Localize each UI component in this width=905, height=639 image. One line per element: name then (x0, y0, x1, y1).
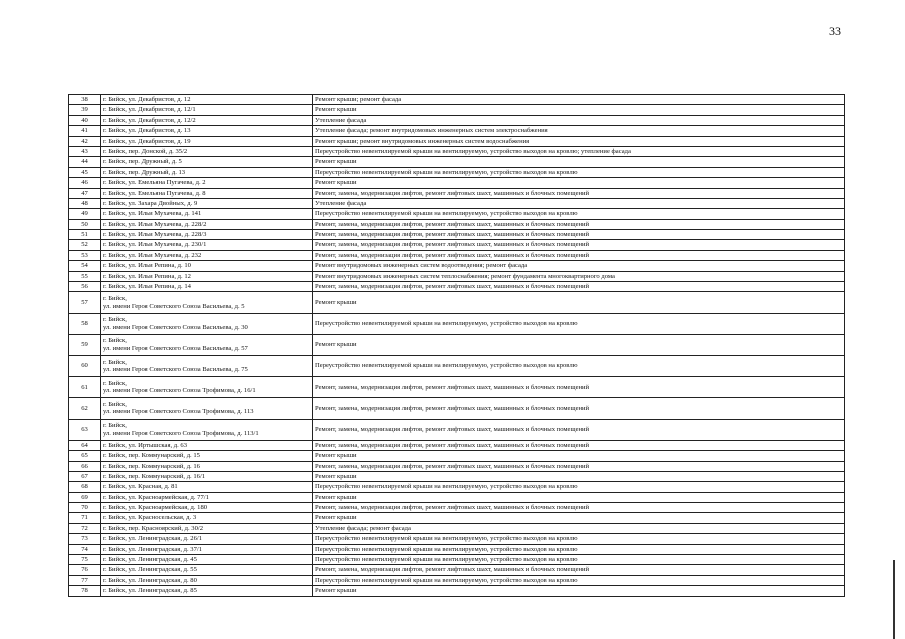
address-line: г. Бийск, ул. Ильи Мухачева, д. 141 (103, 210, 202, 218)
row-number: 39 (69, 105, 101, 115)
work-type-cell: Ремонт внутридомовых инженерных систем водоотведения; ремонт фасада (313, 261, 845, 271)
work-type-cell: Ремонт крыши (313, 492, 845, 502)
table-row (69, 471, 845, 481)
address-line: г. Бийск, ул. Ленинградская, д. 55 (103, 566, 197, 574)
address-line: г. Бийск, ул. Ильи Мухачева, д. 228/2 (103, 220, 207, 228)
row-number: 55 (69, 271, 101, 281)
address-line: г. Бийск, (103, 379, 127, 387)
address-cell (101, 95, 313, 105)
work-type-cell: Ремонт, замена, модернизация лифтов, ремонт лифтовых шахт, машинных и блочных помещений (313, 250, 845, 260)
work-type-cell: Переустройство невентилируемой крыши на вентилируемую, устройство выходов на кровлю (313, 355, 845, 376)
work-type-cell: Ремонт, замена, модернизация лифтов, ремонт лифтовых шахт, машинных и блочных помещений (313, 282, 845, 292)
work-type-cell: Ремонт, замена, модернизация лифтов, ремонт лифтовых шахт, машинных и блочных помещений (313, 565, 845, 575)
work-type-cell: Переустройство невентилируемой крыши на вентилируемую, устройство выходов на кровлю (313, 575, 845, 585)
table-row (69, 250, 845, 260)
address-line: г. Бийск, ул. Ильи Мухачева, д. 228/3 (103, 231, 207, 239)
address-cell (101, 513, 313, 523)
work-type-cell: Утепление фасада (313, 115, 845, 125)
table-row (69, 95, 845, 105)
row-number: 59 (69, 334, 101, 355)
address-line: г. Бийск, ул. Декабристов, д. 19 (103, 137, 191, 145)
address-cell (101, 105, 313, 115)
address-line: г. Бийск, ул. Красносельская, д. 3 (103, 514, 197, 522)
address-cell (101, 565, 313, 575)
works-table (68, 94, 845, 597)
address-line: г. Бийск, ул. Ленинградская, д. 45 (103, 556, 197, 564)
address-line: г. Бийск, ул. Захара Двойных, д. 9 (103, 199, 198, 207)
work-type-cell: Ремонт крыши (313, 586, 845, 596)
row-number: 49 (69, 209, 101, 219)
row-number: 48 (69, 198, 101, 208)
address-line: г. Бийск, пер. Красноярский, д. 30/2 (103, 524, 204, 532)
address-line: г. Бийск, ул. Ильи Репина, д. 14 (103, 283, 191, 291)
row-number: 74 (69, 544, 101, 554)
address-cell (101, 461, 313, 471)
row-number: 62 (69, 398, 101, 419)
table-row (69, 157, 845, 167)
row-number: 64 (69, 440, 101, 450)
table-row (69, 282, 845, 292)
address-cell (101, 334, 313, 355)
work-type-cell: Ремонт крыши (313, 105, 845, 115)
address-cell (101, 534, 313, 544)
address-cell (101, 377, 313, 398)
address-line: г. Бийск, пер. Коммунарский, д. 15 (103, 452, 200, 460)
address-cell (101, 451, 313, 461)
address-line: г. Бийск, (103, 422, 127, 430)
work-type-cell: Ремонт крыши (313, 451, 845, 461)
table-row (69, 313, 845, 334)
table-row (69, 419, 845, 440)
address-line: г. Бийск, ул. Красная, д. 81 (103, 483, 178, 491)
work-type-cell: Ремонт, замена, модернизация лифтов, ремонт лифтовых шахт, машинных и блочных помещений (313, 461, 845, 471)
row-number: 66 (69, 461, 101, 471)
address-line: г. Бийск, пер. Коммунарский, д. 16 (103, 462, 200, 470)
row-number: 60 (69, 355, 101, 376)
address-cell (101, 146, 313, 156)
address-cell (101, 167, 313, 177)
work-type-cell: Ремонт крыши (313, 178, 845, 188)
address-cell (101, 209, 313, 219)
address-cell (101, 544, 313, 554)
work-type-cell: Ремонт, замена, модернизация лифтов, ремонт лифтовых шахт, машинных и блочных помещений (313, 219, 845, 229)
address-line: г. Бийск, ул. Красноармейская, д. 180 (103, 504, 208, 512)
address-cell (101, 115, 313, 125)
work-type-cell: Переустройство невентилируемой крыши на вентилируемую, устройство выходов на кровлю (313, 534, 845, 544)
work-type-cell: Ремонт крыши (313, 157, 845, 167)
table-row (69, 219, 845, 229)
address-cell (101, 178, 313, 188)
table-row (69, 451, 845, 461)
address-line: г. Бийск, пер. Дружный, д. 13 (103, 168, 186, 176)
work-type-cell: Утепление фасада; ремонт фасада (313, 523, 845, 533)
table-row (69, 146, 845, 156)
row-number: 58 (69, 313, 101, 334)
address-cell (101, 292, 313, 313)
work-type-cell: Ремонт, замена, модернизация лифтов, ремонт лифтовых шахт, машинных и блочных помещений (313, 230, 845, 240)
address-line: г. Бийск, ул. Ильи Мухачева, д. 232 (103, 251, 202, 259)
address-cell (101, 575, 313, 585)
row-number: 75 (69, 555, 101, 565)
table-row (69, 575, 845, 585)
address-cell (101, 261, 313, 271)
address-line: ул. имени Героя Советского Союза Васильева, д. 75 (103, 366, 248, 374)
row-number: 65 (69, 451, 101, 461)
address-cell (101, 555, 313, 565)
address-line: г. Бийск, пер. Донской, д. 35/2 (103, 147, 188, 155)
address-line: г. Бийск, (103, 337, 127, 345)
table-row (69, 534, 845, 544)
page-edge-line (893, 560, 895, 639)
row-number: 76 (69, 565, 101, 575)
row-number: 38 (69, 95, 101, 105)
table-row (69, 523, 845, 533)
table-row (69, 334, 845, 355)
address-line: г. Бийск, ул. Ленинградская, д. 85 (103, 587, 197, 595)
address-cell (101, 188, 313, 198)
row-number: 61 (69, 377, 101, 398)
address-line: г. Бийск, (103, 295, 127, 303)
work-type-cell: Ремонт крыши (313, 334, 845, 355)
row-number: 69 (69, 492, 101, 502)
table-row (69, 503, 845, 513)
table-row (69, 240, 845, 250)
work-type-cell: Переустройство невентилируемой крыши на вентилируемую, устройство выходов на кровлю (313, 555, 845, 565)
row-number: 53 (69, 250, 101, 260)
work-type-cell: Ремонт, замена, модернизация лифтов, ремонт лифтовых шахт, машинных и блочных помещений (313, 503, 845, 513)
table-row (69, 115, 845, 125)
row-number: 52 (69, 240, 101, 250)
address-line: ул. имени Героя Советского Союза Васильева, д. 57 (103, 344, 248, 352)
address-line: г. Бийск, ул. Емельяна Пугачева, д. 8 (103, 189, 206, 197)
work-type-cell: Ремонт крыши; ремонт внутридомовых инженерных систем водоснабжения (313, 136, 845, 146)
address-line: г. Бийск, ул. Декабристов, д. 12/1 (103, 106, 196, 114)
address-line: ул. имени Героя Советского Союза Трофимова, д. 16/1 (103, 387, 256, 395)
address-cell (101, 157, 313, 167)
row-number: 77 (69, 575, 101, 585)
row-number: 42 (69, 136, 101, 146)
address-cell (101, 398, 313, 419)
row-number: 73 (69, 534, 101, 544)
row-number: 50 (69, 219, 101, 229)
address-line: г. Бийск, ул. Ильи Репина, д. 10 (103, 262, 191, 270)
address-cell (101, 219, 313, 229)
table-row (69, 167, 845, 177)
table-row (69, 586, 845, 596)
table-row (69, 492, 845, 502)
address-line: г. Бийск, ул. Красноармейская, д. 77/1 (103, 493, 209, 501)
table-row (69, 188, 845, 198)
address-line: г. Бийск, ул. Ленинградская, д. 37/1 (103, 545, 203, 553)
address-line: ул. имени Героя Советского Союза Васильева, д. 5 (103, 302, 245, 310)
row-number: 45 (69, 167, 101, 177)
row-number: 57 (69, 292, 101, 313)
table-row (69, 178, 845, 188)
table-row (69, 461, 845, 471)
row-number: 68 (69, 482, 101, 492)
work-type-cell: Ремонт, замена, модернизация лифтов, ремонт лифтовых шахт, машинных и блочных помещений (313, 440, 845, 450)
row-number: 41 (69, 126, 101, 136)
address-line: г. Бийск, ул. Декабристов, д. 12/2 (103, 116, 196, 124)
address-cell (101, 271, 313, 281)
work-type-cell: Переустройство невентилируемой крыши на вентилируемую, устройство выходов на кровлю; утепление фасада (313, 146, 845, 156)
row-number: 72 (69, 523, 101, 533)
work-type-cell: Переустройство невентилируемой крыши на вентилируемую, устройство выходов на кровлю (313, 167, 845, 177)
row-number: 47 (69, 188, 101, 198)
address-line: г. Бийск, ул. Декабристов, д. 13 (103, 127, 191, 135)
table-row (69, 355, 845, 376)
address-line: г. Бийск, ул. Емельяна Пугачева, д. 2 (103, 179, 206, 187)
address-cell (101, 482, 313, 492)
address-cell (101, 492, 313, 502)
table-row (69, 198, 845, 208)
address-cell (101, 523, 313, 533)
address-line: г. Бийск, (103, 316, 127, 324)
address-line: ул. имени Героя Советского Союза Трофимова, д. 113/1 (103, 429, 259, 437)
address-cell (101, 440, 313, 450)
table-row (69, 126, 845, 136)
address-line: г. Бийск, (103, 401, 127, 409)
address-cell (101, 230, 313, 240)
work-type-cell: Переустройство невентилируемой крыши на вентилируемую, устройство выходов на кровлю (313, 209, 845, 219)
table-row (69, 105, 845, 115)
table-row (69, 261, 845, 271)
address-cell (101, 471, 313, 481)
address-line: г. Бийск, ул. Иртышская, д. 63 (103, 441, 188, 449)
address-line: ул. имени Героя Советского Союза Трофимова, д. 113 (103, 408, 254, 416)
table-row (69, 544, 845, 554)
row-number: 44 (69, 157, 101, 167)
address-cell (101, 136, 313, 146)
table-row (69, 209, 845, 219)
works-table-body (69, 95, 845, 597)
row-number: 51 (69, 230, 101, 240)
table-row (69, 565, 845, 575)
work-type-cell: Переустройство невентилируемой крыши на вентилируемую, устройство выходов на кровлю (313, 544, 845, 554)
table-row (69, 271, 845, 281)
work-type-cell: Ремонт крыши (313, 513, 845, 523)
row-number: 46 (69, 178, 101, 188)
row-number: 43 (69, 146, 101, 156)
table-row (69, 292, 845, 313)
work-type-cell: Ремонт, замена, модернизация лифтов, ремонт лифтовых шахт, машинных и блочных помещений (313, 188, 845, 198)
row-number: 54 (69, 261, 101, 271)
table-row (69, 440, 845, 450)
work-type-cell: Ремонт крыши (313, 471, 845, 481)
address-line: г. Бийск, (103, 358, 127, 366)
works-table-container (68, 94, 844, 597)
row-number: 78 (69, 586, 101, 596)
row-number: 71 (69, 513, 101, 523)
work-type-cell: Ремонт, замена, модернизация лифтов, ремонт лифтовых шахт, машинных и блочных помещений (313, 377, 845, 398)
table-row (69, 555, 845, 565)
page-number: 33 (829, 24, 841, 38)
work-type-cell: Переустройство невентилируемой крыши на вентилируемую, устройство выходов на кровлю (313, 482, 845, 492)
address-cell (101, 126, 313, 136)
table-row (69, 398, 845, 419)
address-line: г. Бийск, ул. Ленинградская, д. 26/1 (103, 535, 203, 543)
work-type-cell: Ремонт крыши; ремонт фасада (313, 95, 845, 105)
address-cell (101, 250, 313, 260)
table-row (69, 513, 845, 523)
address-line: г. Бийск, ул. Ильи Репина, д. 12 (103, 272, 191, 280)
work-type-cell: Ремонт, замена, модернизация лифтов, ремонт лифтовых шахт, машинных и блочных помещений (313, 240, 845, 250)
address-cell (101, 240, 313, 250)
work-type-cell: Утепление фасада (313, 198, 845, 208)
address-cell (101, 586, 313, 596)
table-row (69, 377, 845, 398)
row-number: 70 (69, 503, 101, 513)
row-number: 56 (69, 282, 101, 292)
address-line: г. Бийск, пер. Коммунарский, д. 16/1 (103, 472, 206, 480)
address-line: г. Бийск, пер. Дружный, д. 5 (103, 158, 182, 166)
work-type-cell: Ремонт крыши (313, 292, 845, 313)
address-cell (101, 282, 313, 292)
address-line: ул. имени Героя Советского Союза Васильева, д. 30 (103, 323, 248, 331)
table-row (69, 482, 845, 492)
address-cell (101, 503, 313, 513)
table-row (69, 136, 845, 146)
work-type-cell: Ремонт, замена, модернизация лифтов, ремонт лифтовых шахт, машинных и блочных помещений (313, 398, 845, 419)
address-line: г. Бийск, ул. Ильи Мухачева, д. 230/1 (103, 241, 207, 249)
table-row (69, 230, 845, 240)
address-line: г. Бийск, ул. Декабристов, д. 12 (103, 95, 191, 103)
address-cell (101, 198, 313, 208)
row-number: 67 (69, 471, 101, 481)
row-number: 40 (69, 115, 101, 125)
work-type-cell: Утепление фасада; ремонт внутридомовых инженерных систем электроснабжения (313, 126, 845, 136)
work-type-cell: Ремонт, замена, модернизация лифтов, ремонт лифтовых шахт, машинных и блочных помещений (313, 419, 845, 440)
address-line: г. Бийск, ул. Ленинградская, д. 80 (103, 576, 197, 584)
address-cell (101, 355, 313, 376)
row-number: 63 (69, 419, 101, 440)
address-cell (101, 313, 313, 334)
work-type-cell: Ремонт внутридомовых инженерных систем теплоснабжения; ремонт фундамента многоквартирного дома (313, 271, 845, 281)
address-cell (101, 419, 313, 440)
work-type-cell: Переустройство невентилируемой крыши на вентилируемую, устройство выходов на кровлю (313, 313, 845, 334)
